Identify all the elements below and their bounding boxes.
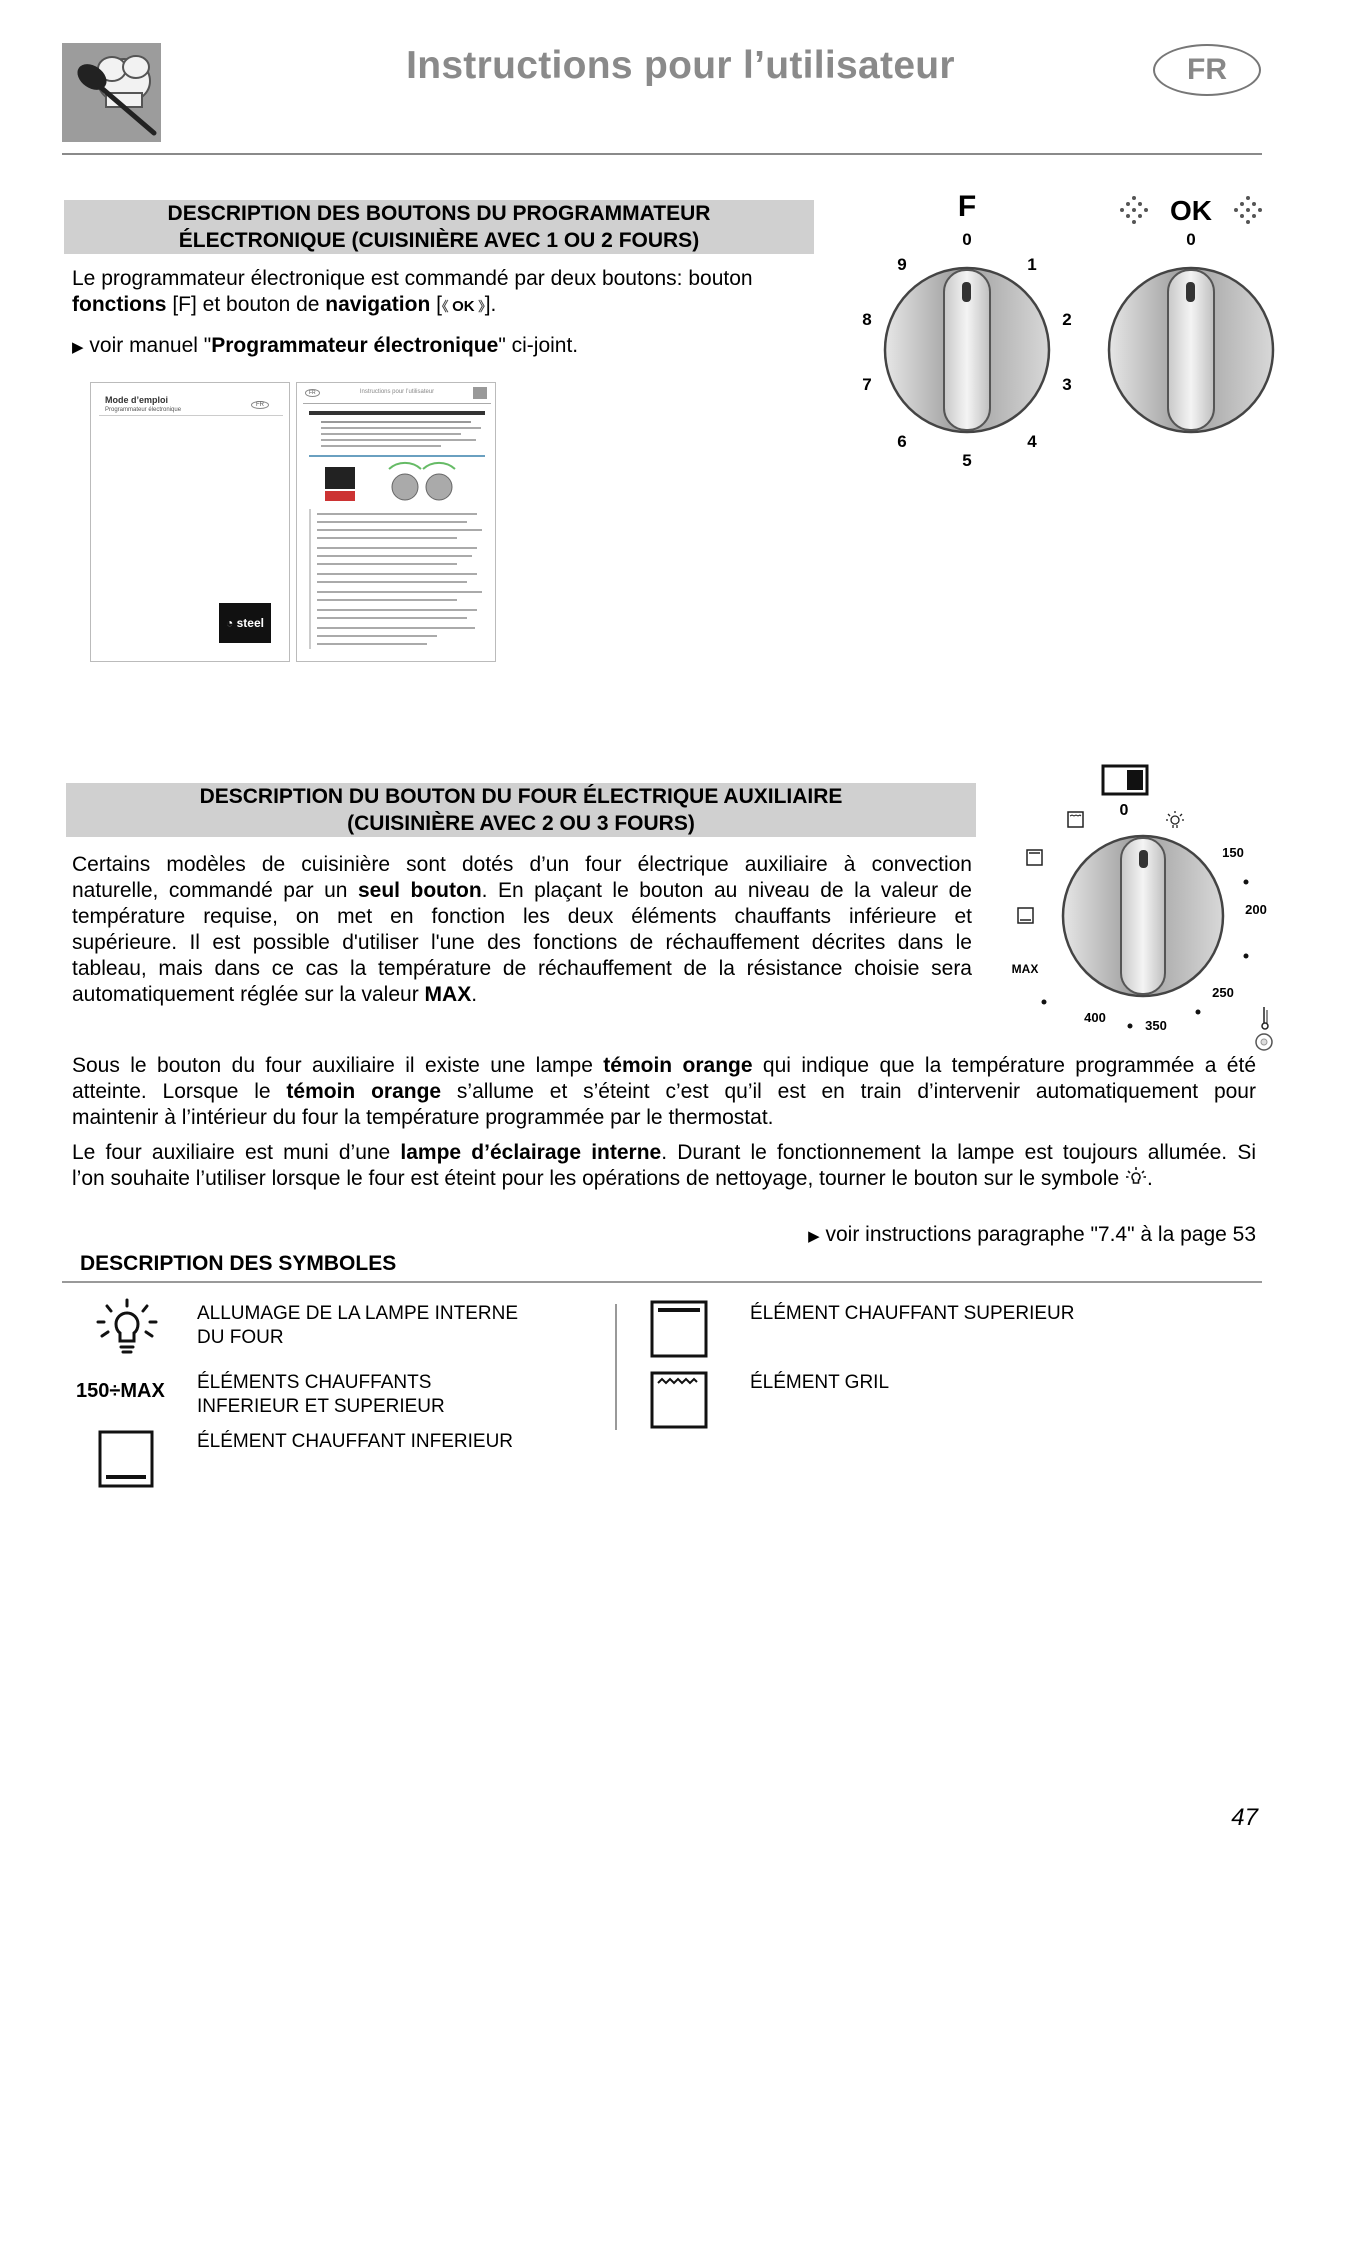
aux-mark-250: 250 — [1212, 985, 1234, 1000]
s2p1-line6 — [72, 982, 972, 1008]
grill-element-icon — [650, 1371, 708, 1429]
aux-mark-150: 150 — [1222, 845, 1244, 860]
fonctions-term: fonctions — [72, 293, 167, 316]
aux-mark-400: 400 — [1084, 1010, 1106, 1025]
section1-line2 — [72, 292, 817, 320]
f-mark-5: 5 — [962, 451, 972, 470]
s2p2-line1 — [72, 1053, 1256, 1079]
manual-ref-bold: Programmateur électronique — [211, 334, 499, 357]
section2-heading-line2: (CUISINIÈRE AVEC 2 OU 3 FOURS) — [347, 812, 695, 835]
f-mark-9: 9 — [897, 255, 907, 274]
both-elements-description — [197, 1371, 445, 1419]
oven-mode-icon — [1103, 766, 1147, 794]
aux-mark-350: 350 — [1145, 1018, 1167, 1033]
s2p1-line1: Certains modèles de cuisinière sont dotés d’un four électrique auxiliaire à convection — [72, 853, 972, 876]
thumb-cover-subtitle: Programmateur électronique — [105, 407, 182, 413]
steel-logo-text: steel — [236, 616, 264, 630]
lamp-symbol-icon — [96, 1298, 158, 1356]
chevron-left-icon — [1120, 196, 1148, 224]
paragraph-reference-text: voir instructions paragraphe "7.4" à la page 53 — [825, 1223, 1256, 1246]
lamp-symbol-line1: ALLUMAGE DE LA LAMPE INTERNE — [197, 1303, 518, 1324]
thumb-cover-rule — [99, 415, 283, 416]
f-mark-4: 4 — [1027, 432, 1037, 451]
f-mark-7: 7 — [862, 375, 872, 394]
thumb-page-badge: FR — [305, 389, 320, 397]
s2p2-line2-b: s’allume et s’éteint c’est qu’il est en train d’intervenir automatiquement pour — [441, 1080, 1256, 1103]
thumb-page-content — [297, 383, 497, 663]
section2-paragraph1 — [72, 852, 972, 1008]
section1-heading — [64, 200, 814, 254]
s2p3-line1-a: Le four auxiliaire est muni d’une — [72, 1141, 401, 1164]
s2p1-line6-b: . — [471, 983, 478, 1006]
aux-mark-200: 200 — [1245, 902, 1267, 917]
section2-paragraph3 — [72, 1140, 1256, 1192]
aux-dot — [1128, 1024, 1133, 1029]
section1-paragraph — [72, 266, 817, 320]
thumb-cover-badge: FR — [251, 401, 269, 409]
aux-lower-small-icon — [1018, 908, 1033, 923]
s2p1-line6-a: automatiquement réglée sur la valeur — [72, 983, 425, 1006]
aux-dot — [1244, 954, 1249, 959]
section1-line1: Le programmateur électronique est commandé par deux boutons: bouton — [72, 267, 753, 290]
s2p3-line2 — [72, 1166, 1256, 1192]
navigation-knob[interactable] — [1109, 268, 1273, 432]
auxiliary-oven-knob[interactable] — [1063, 836, 1223, 996]
function-knob-label: F — [957, 190, 977, 223]
symbols-column-divider — [615, 1304, 617, 1430]
max-term: MAX — [424, 983, 472, 1006]
section1-heading-line2: ÉLECTRONIQUE (CUISINIÈRE AVEC 1 OU 2 FOURS) — [178, 229, 700, 252]
bracket-close: ]. — [484, 293, 497, 316]
both-elements-line1: ÉLÉMENTS CHAUFFANTS — [197, 1372, 432, 1393]
s2p1-line3: température requise, on met en fonction les deux éléments chauffants inférieure et — [72, 905, 972, 928]
arrow-right-icon: ▶ — [808, 1228, 820, 1245]
aux-upper-small-icon — [1027, 850, 1042, 865]
s2p3-line1-b: . Durant le fonctionnement la lampe est toujours allumée. Si — [661, 1141, 1256, 1164]
lamp-symbol-line2: DU FOUR — [197, 1327, 284, 1348]
temperature-range-label: 150÷MAX — [76, 1380, 165, 1402]
manual-page-thumbnail — [296, 382, 496, 662]
symbols-heading: DESCRIPTION DES SYMBOLES — [80, 1252, 397, 1275]
grill-element-description: ÉLÉMENT GRIL — [750, 1372, 890, 1393]
symbols-divider — [62, 1281, 1262, 1283]
aux-mark-max: MAX — [1011, 962, 1039, 976]
aux-dot — [1244, 880, 1249, 885]
chevron-right-icon — [1234, 196, 1262, 224]
orange-indicator-term: témoin orange — [603, 1054, 753, 1077]
lamp-symbol-description — [197, 1302, 518, 1350]
f-mark-0: 0 — [962, 230, 972, 249]
section1-line2-mid: [F] et bouton de — [166, 293, 326, 316]
bracket-open: [ — [430, 293, 442, 316]
manual-reference — [72, 333, 772, 361]
s2p1-line2-b: . En plaçant le bouton au niveau de la valeur de — [481, 879, 972, 902]
s2p3-line2-text: l’on souhaite l’utiliser lorsque le four est éteint pour les opérations de nettoyage, tourner le bouton sur le symbole — [72, 1167, 1120, 1190]
auxiliary-oven-knob-diagram — [1010, 762, 1290, 1052]
thermometer-icon — [1262, 1007, 1268, 1029]
s2p2-line1-a: Sous le bouton du four auxiliaire il existe une lampe — [72, 1054, 604, 1077]
both-elements-line2: INFERIEUR ET SUPERIEUR — [197, 1396, 445, 1417]
seul-bouton-term: seul bouton — [358, 879, 482, 902]
s2p3-line2-end: . — [1146, 1167, 1153, 1190]
lower-element-description: ÉLÉMENT CHAUFFANT INFERIEUR — [197, 1431, 514, 1452]
s2p2-line3: maintenir à l’intérieur du four la température programmée par le thermostat. — [72, 1106, 774, 1129]
f-mark-1: 1 — [1027, 255, 1037, 274]
upper-element-icon — [650, 1300, 708, 1358]
steel-logo: ◔ steel — [219, 603, 271, 643]
arrow-right-icon: ▶ — [72, 339, 84, 356]
f-mark-6: 6 — [897, 432, 907, 451]
section2-heading — [66, 783, 976, 837]
f-mark-2: 2 — [1062, 310, 1072, 329]
aux-grill-small-icon — [1068, 812, 1083, 827]
paragraph-reference — [780, 1222, 1256, 1250]
orange-indicator-term: témoin orange — [286, 1080, 442, 1103]
programmer-knobs-diagram — [840, 190, 1300, 490]
s2p2-line2-a: atteinte. Lorsque le — [72, 1080, 287, 1103]
s2p3-line1 — [72, 1140, 1256, 1166]
f-mark-3: 3 — [1062, 375, 1072, 394]
manual-ref-b: " ci-joint. — [498, 334, 579, 357]
ok-mark-0: 0 — [1186, 230, 1196, 249]
navigation-term: navigation — [325, 293, 431, 316]
s2p2-line1-b: qui indique que la température programmée a été — [752, 1054, 1257, 1077]
f-mark-8: 8 — [862, 310, 872, 329]
upper-element-description: ÉLÉMENT CHAUFFANT SUPERIEUR — [750, 1303, 1075, 1324]
s2p1-line5: tableau, mais dans ce cas la température de réchauffement de la résistance choisie sera — [72, 957, 972, 980]
thumb-cover-title: Mode d’emploi — [105, 395, 168, 405]
ok-inline-icon: 《 OK 》 — [441, 298, 485, 315]
header-divider — [62, 153, 1262, 155]
s2p1-line4: supérieure. Il est possible d'utiliser l'une des fonctions de réchauffement décrites dans le — [72, 931, 972, 954]
interior-lamp-term: lampe d’éclairage interne — [400, 1141, 662, 1164]
ok-inline-label: OK — [452, 298, 475, 315]
navigation-knob-header — [1120, 195, 1262, 226]
manual-cover-thumbnail — [90, 382, 290, 662]
function-knob[interactable] — [885, 268, 1049, 432]
aux-mark-0: 0 — [1119, 802, 1129, 819]
aux-lamp-icon — [1166, 811, 1184, 828]
aux-dot — [1042, 1000, 1047, 1005]
s2p1-line2-a: naturelle, commandé par un — [72, 879, 358, 902]
language-badge: FR — [1153, 44, 1261, 96]
thumb-page-title: Instructions pour l’utilisateur — [359, 389, 435, 395]
s2p2-line2 — [72, 1079, 1256, 1105]
section2-paragraph2 — [72, 1053, 1256, 1131]
lower-element-icon — [98, 1430, 154, 1488]
page-number: 47 — [1231, 1804, 1258, 1831]
aux-dot — [1196, 1010, 1201, 1015]
page-title: Instructions pour l’utilisateur — [406, 44, 955, 87]
orange-indicator-lamp-core — [1261, 1039, 1267, 1045]
section1-heading-line1: DESCRIPTION DES BOUTONS DU PROGRAMMATEUR — [167, 202, 711, 225]
manual-ref-a: voir manuel " — [89, 334, 212, 357]
s2p1-line2 — [72, 878, 972, 904]
lamp-inline-icon — [1125, 1166, 1147, 1188]
section2-heading-line1: DESCRIPTION DU BOUTON DU FOUR ÉLECTRIQUE AUXILIAIRE — [199, 785, 843, 808]
navigation-knob-label: OK — [1170, 195, 1212, 226]
